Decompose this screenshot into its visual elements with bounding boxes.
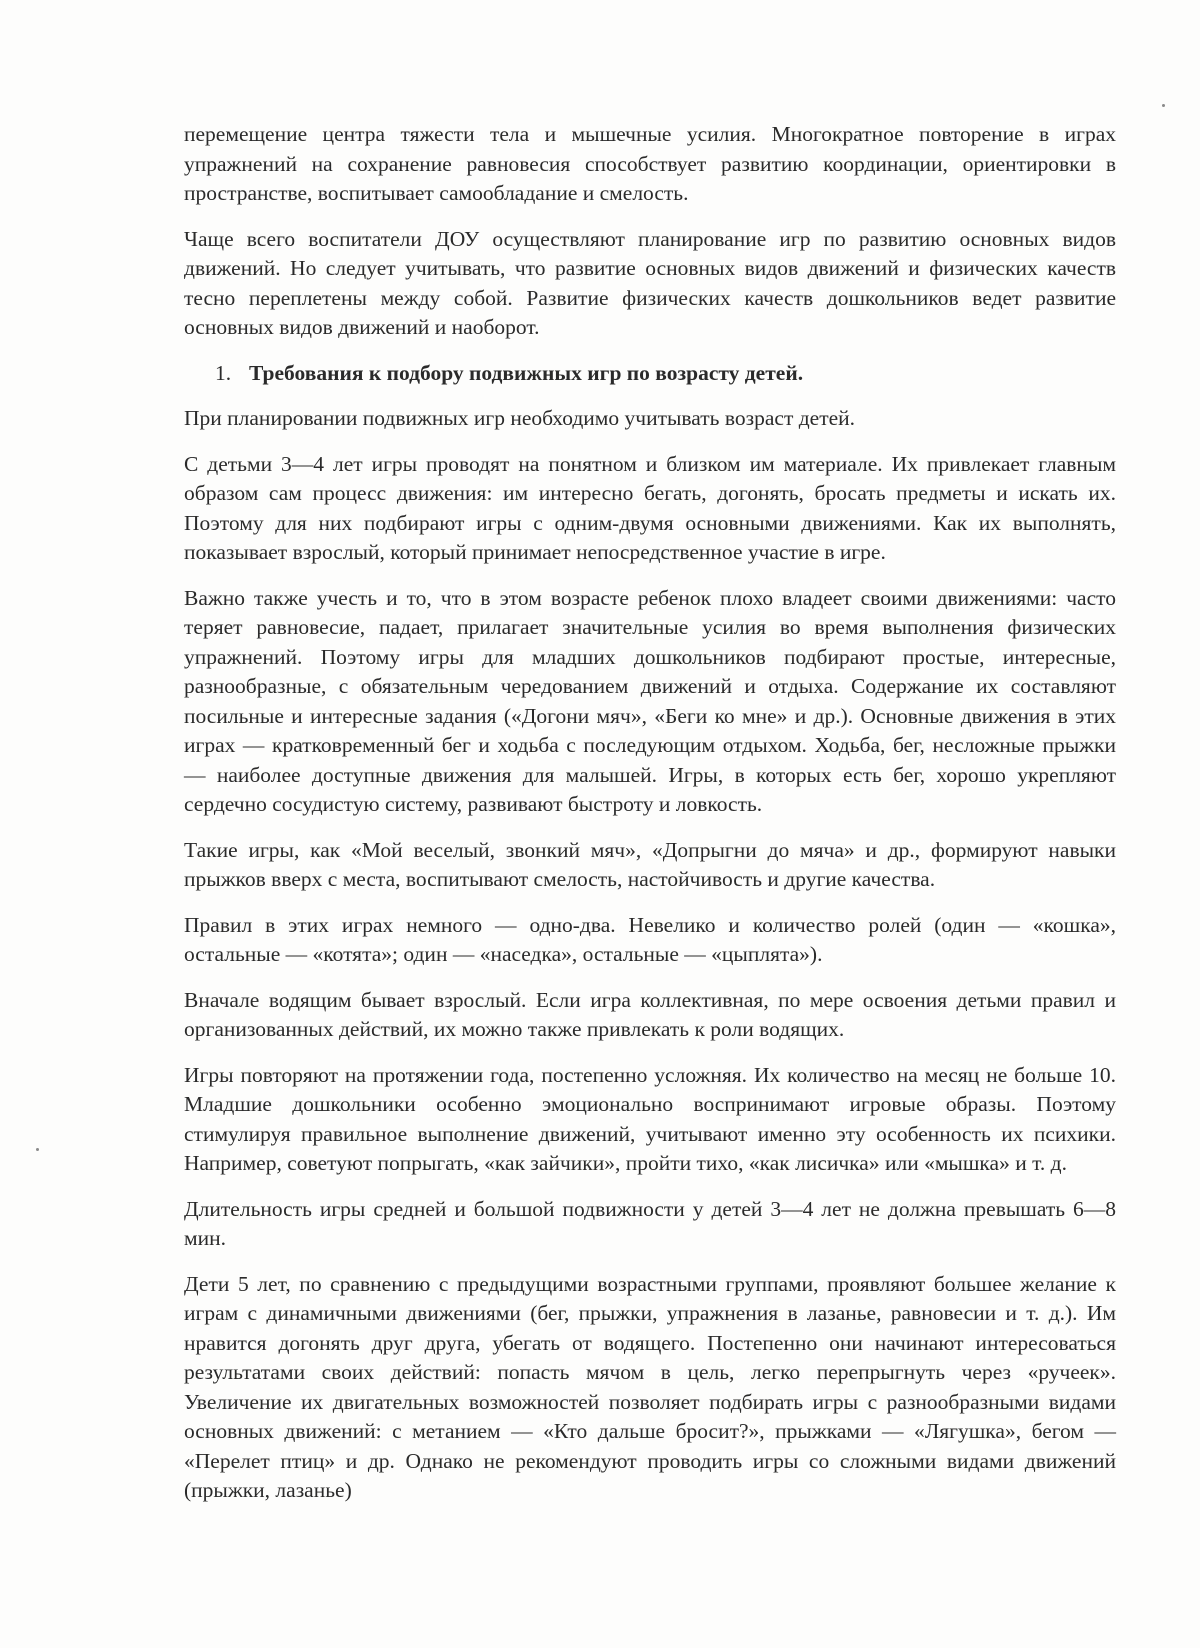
paragraph-8: Вначале водящим бывает взрослый. Если игра коллективная, по мере освоения детьми правил и организованных действий, их можно также привлекать к роли водящих. xyxy=(184,987,1116,1041)
paragraph-7: Правил в этих играх немного — одно-два. Невелико и количество ролей (один — «кошка», остальные — «котята»; один — «наседка», остальные — «цыплята»). xyxy=(184,912,1116,966)
document-body xyxy=(184,120,1116,1522)
paragraph-1: перемещение центра тяжести тела и мышечные усилия. Многократное повторение в играх упражнений на сохранение равновесия способствует развитию координации, ориентировки в пространстве, воспитывает самообладание и смелость. xyxy=(184,122,1116,205)
section-title: Требования к подбору подвижных игр по возрасту детей. xyxy=(249,360,804,385)
paragraph-2: Чаще всего воспитатели ДОУ осуществляют планирование игр по развитию основных видов движений. Но следует учитывать, что развитие основных видов движений и физических качеств тесно переплетены между собой. Развитие физических качеств дошкольников ведет развитие основных видов движений и наоборот. xyxy=(184,226,1116,339)
scan-speck xyxy=(1162,104,1165,107)
section-heading xyxy=(184,359,1116,389)
paragraph-3: При планировании подвижных игр необходимо учитывать возраст детей. xyxy=(184,406,856,430)
paragraph-4: С детьми 3—4 лет игры проводят на понятном и близком им материале. Их привлекает главным образом сам процесс движения: им интересно бегать, догонять, бросать предметы и искать их. Поэтому для них подбирают игры с одним-двумя основными движениями. Как их выполнять, показывает взрослый, который принимает непосредственное участие в игре. xyxy=(184,451,1116,564)
paragraph-9: Игры повторяют на протяжении года, постепенно усложняя. Их количество на месяц не больше 10. Младшие дошкольники особенно эмоционально воспринимают игровые образы. Поэтому стимулируя правильное выполнение движений, учитывают именно эту особенность их психики. Например, советуют попрыгать, «как зайчики», пройти тихо, «как лисичка» или «мышка» и т. д. xyxy=(184,1062,1116,1175)
paragraph-5: Важно также учесть и то, что в этом возрасте ребенок плохо владеет своими движениями: часто теряет равновесие, падает, прилагает значительные усилия во время выполнения физических упражнений. Поэтому игры для младших дошкольников подбирают простые, интересные, разнообразные, с обязательным чередованием движений и отдыха. Содержание их составляют посильные и интересные задания («Догони мяч», «Беги ко мне» и др.). Основные движения в этих играх — кратковременный бег и ходьба с последующим отдыхом. Ходьба, бег, несложные прыжки — наиболее доступные движения для малышей. Игры, в которых есть бег, хорошо укрепляют сердечно сосудистую систему, развивают быстроту и ловкость. xyxy=(184,585,1116,816)
scan-speck xyxy=(36,1148,39,1151)
paragraph-6: Такие игры, как «Мой веселый, звонкий мяч», «Допрыгни до мяча» и др., формируют навыки прыжков вверх с места, воспитывают смелость, настойчивость и другие качества. xyxy=(184,837,1116,891)
paragraph-11: Дети 5 лет, по сравнению с предыдущими возрастными группами, проявляют большее желание к играм с динамичными движениями (бег, прыжки, упражнения в лазанье, равновесии и т. д.). Им нравится догонять друг друга, убегать от водящего. Постепенно они начинают интересоваться результатами своих действий: попасть мячом в цель, легко перепрыгнуть через «ручеек». Увеличение их двигательных возможностей позволяет подбирать игры с разнообразными видами основных движений: с метанием — «Кто дальше бросит?», прыжками — «Лягушка», бегом — «Перелет птиц» и др. Однако не рекомендуют проводить игры со сложными видами движений (прыжки, лазанье) xyxy=(184,1271,1116,1502)
section-number: 1. xyxy=(215,360,232,385)
paragraph-10: Длительность игры средней и большой подвижности у детей 3—4 лет не должна превышать 6—8 мин. xyxy=(184,1196,1116,1250)
